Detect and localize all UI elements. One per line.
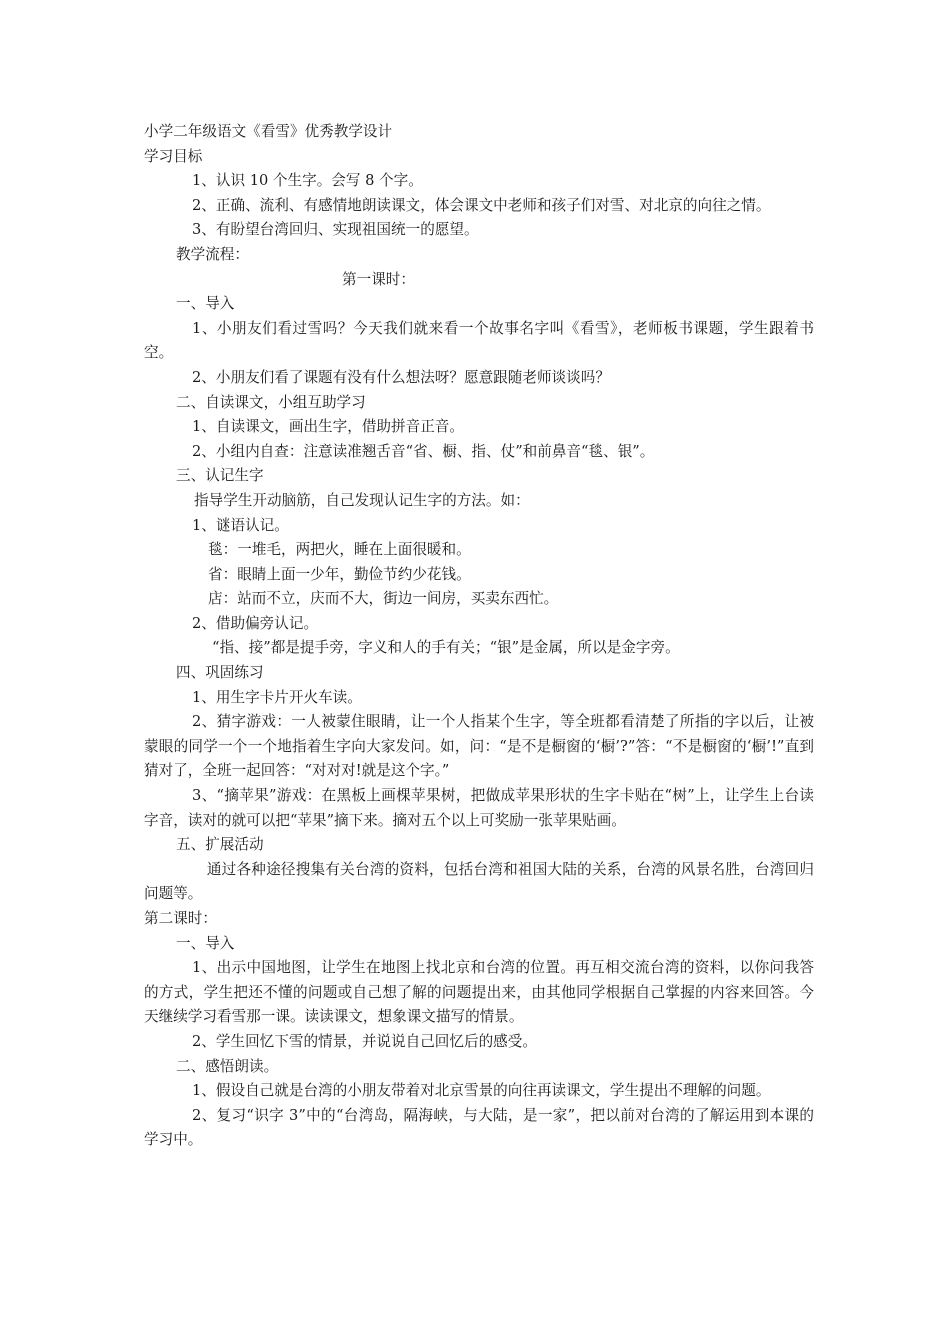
document-body xyxy=(144,120,814,1153)
paragraph: 1、假设自己就是台湾的小朋友带着对北京雪景的向往再读课文，学生提出不理解的问题。 xyxy=(192,1082,771,1100)
paragraph: 一、导入 xyxy=(176,295,235,313)
paragraph: 2、小朋友们看了课题有没有什么想法呀？愿意跟随老师谈谈吗？ xyxy=(192,368,610,386)
paragraph: 1、自读课文，画出生字，借助拼音正音。 xyxy=(192,418,464,436)
paragraph: 教学流程： xyxy=(176,245,249,263)
paragraph: 小学二年级语文《看雪》优秀教学设计 xyxy=(144,123,393,140)
paragraph: 四、巩固练习 xyxy=(176,664,264,682)
paragraph: 二、感悟朗读。 xyxy=(176,1057,279,1075)
paragraph: 2、猜字游戏：一人被蒙住眼睛，让一个人指某个生字，等全班都看清楚了所指的字以后，让被蒙眼的同学一个一个地指着生字向大家发问。如，问：“是不是橱窗的‘橱’?”答：“不是橱窗的‘橱’!”直到猜对了，全班一起回答：“对对对!就是这个字。” xyxy=(144,713,814,780)
paragraph: 1、谜语认记。 xyxy=(192,516,289,534)
paragraph: 1、用生字卡片开火车读。 xyxy=(192,688,362,706)
paragraph: 指导学生开动脑筋，自己发现认记生字的方法。如： xyxy=(194,491,530,509)
paragraph: 通过各种途径搜集有关台湾的资料，包括台湾和祖国大陆的关系，台湾的风景名胜，台湾回归问题等。 xyxy=(144,860,814,903)
paragraph: 毯：一堆毛，两把火，睡在上面很暖和。 xyxy=(208,541,471,559)
paragraph: 第二课时： xyxy=(144,910,217,927)
paragraph: 2、借助偏旁认记。 xyxy=(192,614,319,632)
paragraph: 一、导入 xyxy=(176,934,235,952)
paragraph: 第一课时： xyxy=(342,270,415,288)
paragraph: 1、小朋友们看过雪吗？今天我们就来看一个故事名字叫《看雪》，老师板书课题，学生跟着书空。 xyxy=(144,319,814,362)
paragraph: 1、出示中国地图，让学生在地图上找北京和台湾的位置。再互相交流台湾的资料，以你问我答的方式，学生把还不懂的问题或自己想了解的问题提出来，由其他同学根据自己掌握的内容来回答。今天继续学习看雪那一课。读读课文，想象课文描写的情景。 xyxy=(144,959,814,1026)
paragraph: 2、学生回忆下雪的情景，并说说自己回忆后的感受。 xyxy=(192,1032,537,1050)
paragraph: 二、自读课文，小组互助学习 xyxy=(176,393,366,411)
paragraph: 三、认记生字 xyxy=(176,467,264,485)
paragraph: 2、复习“识字 3”中的“台湾岛，隔海峡，与大陆，是一家”，把以前对台湾的了解运用到本课的学习中。 xyxy=(144,1106,814,1149)
paragraph: 3、有盼望台湾回归、实现祖国统一的愿望。 xyxy=(192,221,479,239)
paragraph: 省：眼睛上面一少年，勤俭节约少花钱。 xyxy=(208,565,471,583)
paragraph: 1、认识 10 个生字。会写 8 个字。 xyxy=(192,172,423,190)
paragraph: 2、小组内自查：注意读准翘舌音“省、橱、指、仗”和前鼻音“毯、银”。 xyxy=(192,442,655,460)
paragraph: 店：站而不立，庆而不大，街边一间房，买卖东西忙。 xyxy=(208,590,559,608)
paragraph: 五、扩展活动 xyxy=(176,836,264,854)
paragraph: 2、正确、流利、有感情地朗读课文，体会课文中老师和孩子们对雪、对北京的向往之情。 xyxy=(192,196,771,214)
paragraph: “指、接”都是提手旁，字义和人的手有关；“银”是金属，所以是金字旁。 xyxy=(212,639,680,657)
paragraph: 学习目标 xyxy=(144,147,203,165)
paragraph: 3、“摘苹果”游戏：在黑板上画棵苹果树，把做成苹果形状的生字卡贴在“树”上，让学生上台读字音，读对的就可以把“苹果”摘下来。摘对五个以上可奖励一张苹果贴画。 xyxy=(144,787,814,829)
